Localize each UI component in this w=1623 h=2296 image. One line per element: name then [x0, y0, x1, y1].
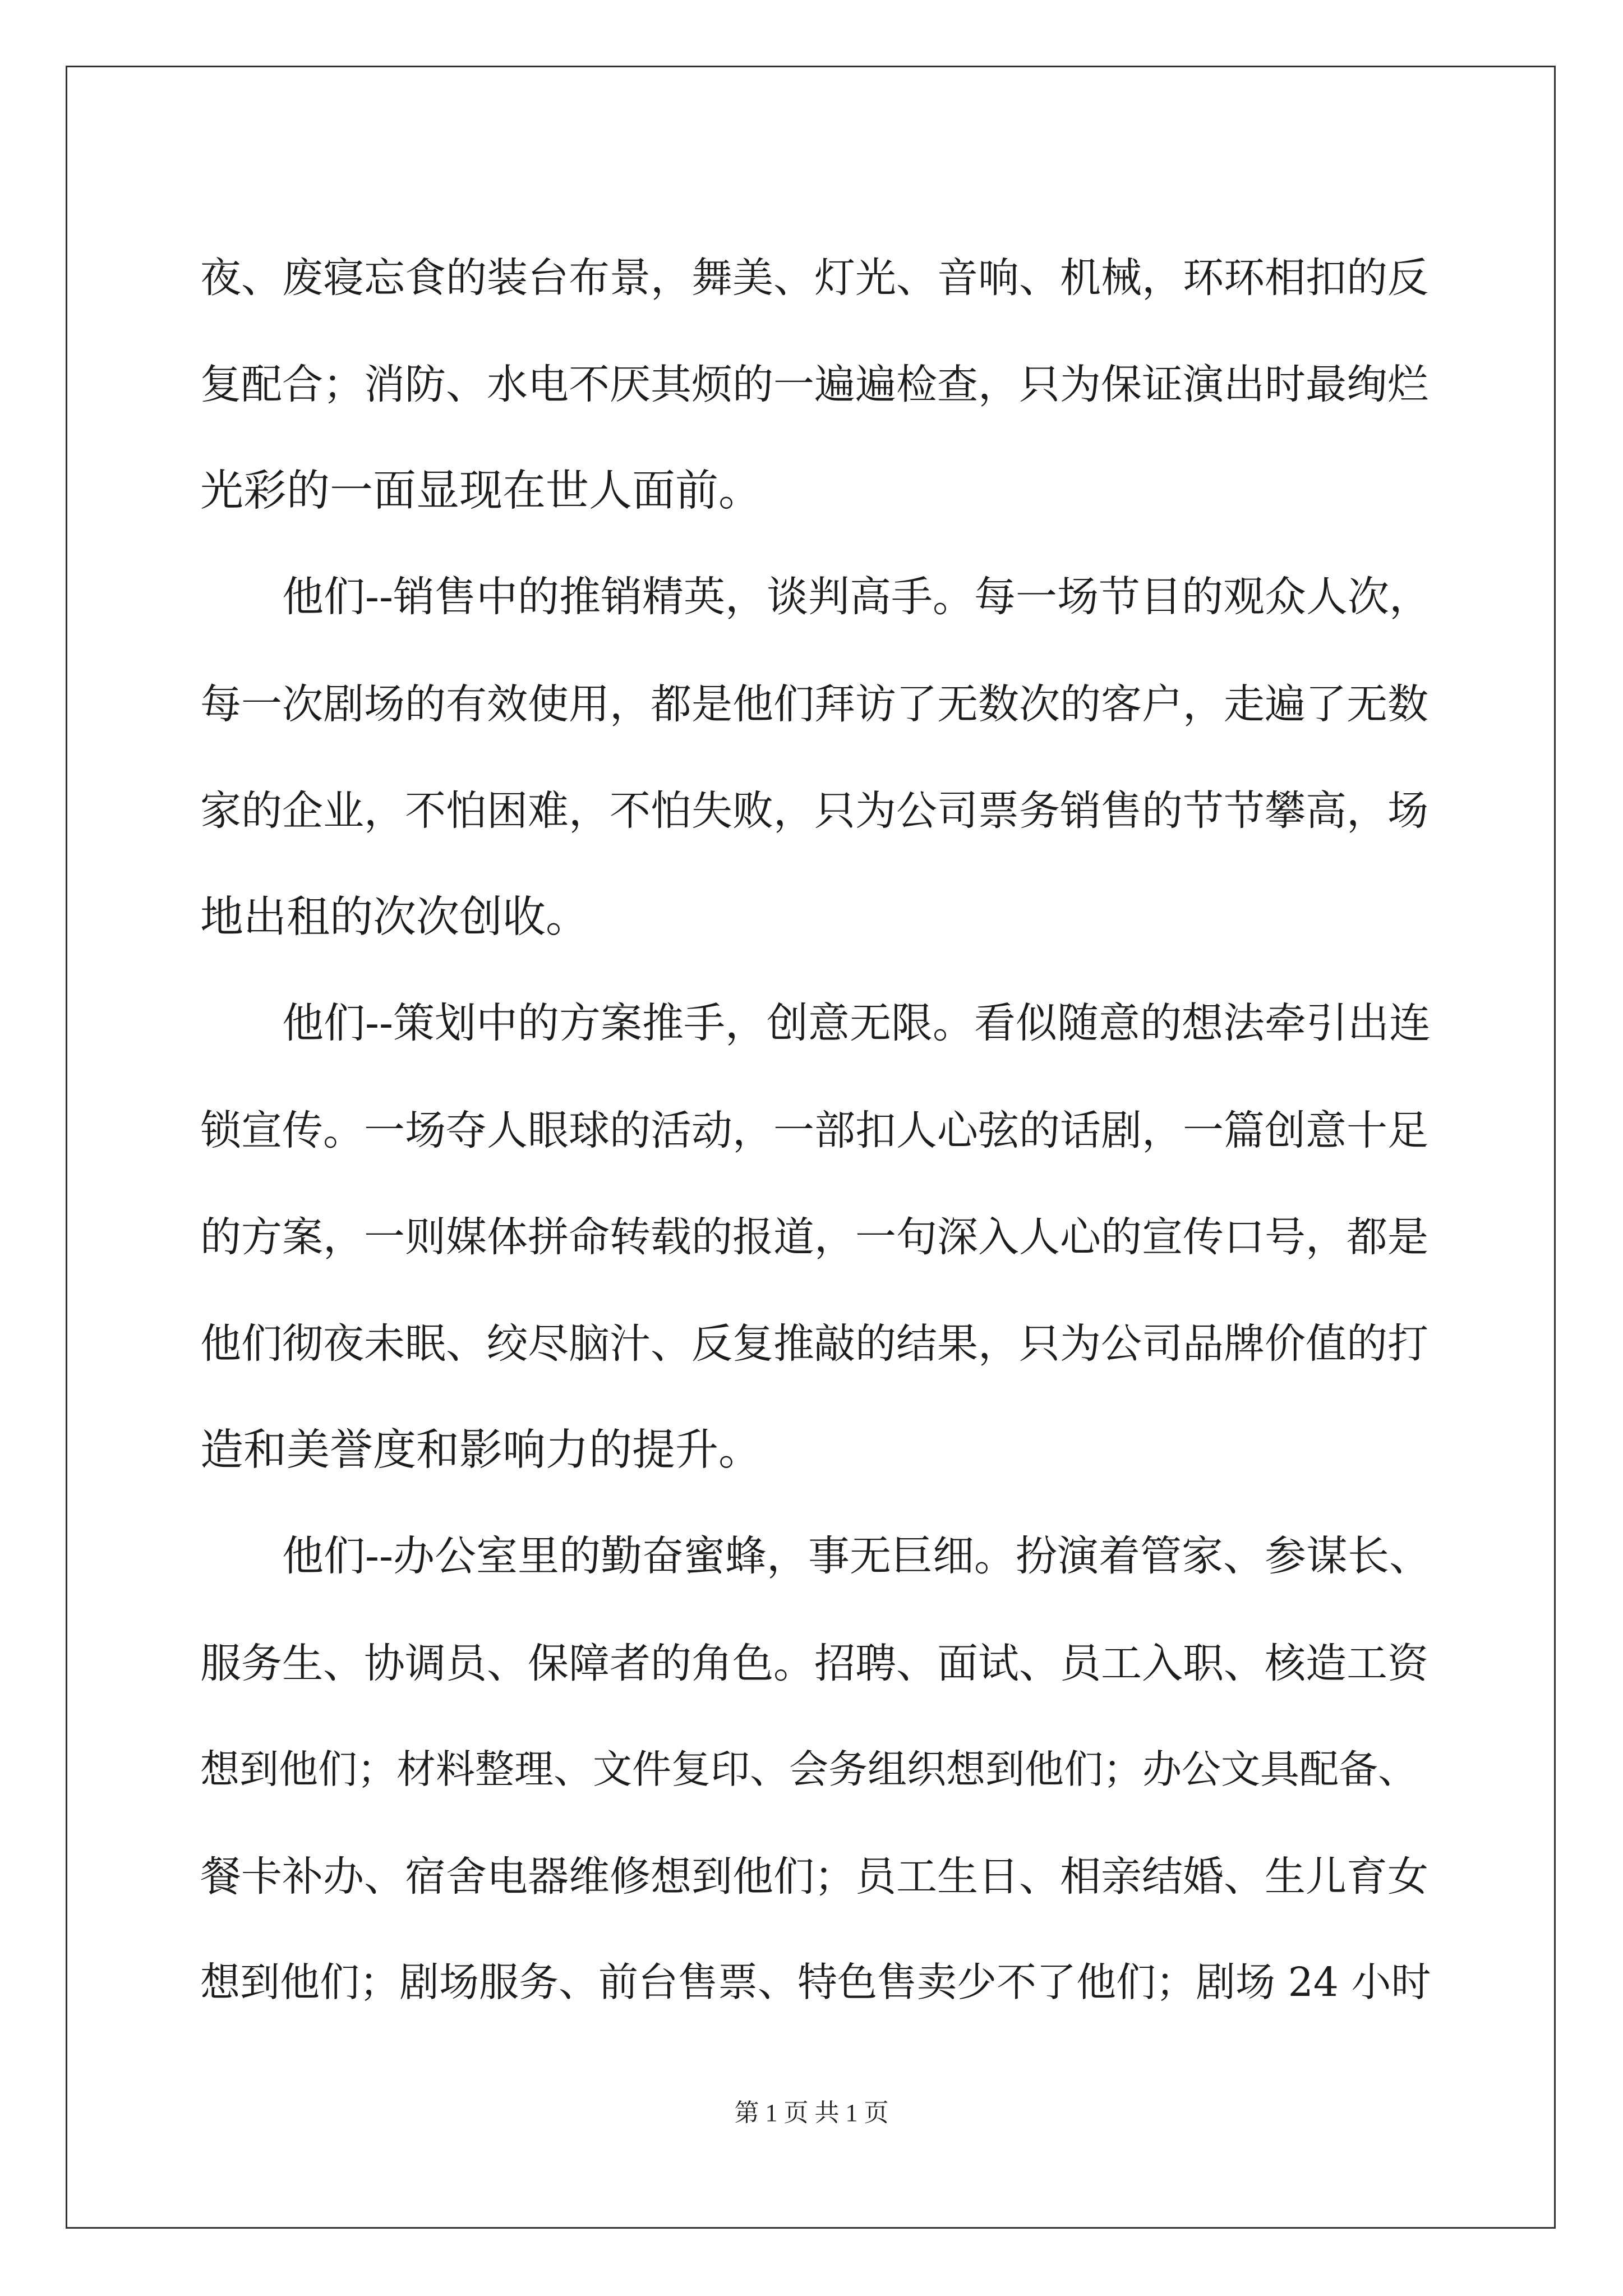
text-line: 想到他们；剧场服务、前台售票、特色售卖少不了他们；剧场 24 小时	[200, 1959, 1431, 2005]
page-footer	[0, 2092, 1623, 2128]
paragraph-first-line: 他们--策划中的方案推手，创意无限。看似随意的想法牵引出连	[282, 999, 1431, 1047]
paragraph-first-line: 他们--办公室里的勤奋蜜蜂，事无巨细。扮演着管家、参谋长、	[282, 1532, 1431, 1580]
text-line: 光彩的一面显现在世人面前。	[200, 466, 762, 516]
paragraph-first-line: 他们--销售中的推销精英，谈判高手。每一场节目的观众人次，	[282, 573, 1431, 621]
text-line: 复配合；消防、水电不厌其烦的一遍遍检查，只为保证演出时最绚烂	[200, 360, 1428, 408]
text-line: 家的企业，不怕困难，不怕失败，只为公司票务销售的节节攀高，场	[200, 786, 1428, 835]
text-line: 他们彻夜未眠、绞尽脑汁、反复推敲的结果，只为公司品牌价值的打	[200, 1319, 1428, 1368]
text-line: 夜、废寝忘食的装台布景，舞美、灯光、音响、机械，环环相扣的反	[200, 254, 1428, 302]
text-line: 锁宣传。一场夺人眼球的活动，一部扣人心弦的话剧，一篇创意十足	[200, 1106, 1428, 1154]
text-line: 地出租的次次创收。	[200, 892, 589, 942]
text-line: 造和美誉度和影响力的提升。	[200, 1425, 762, 1475]
text-line: 服务生、协调员、保障者的角色。招聘、面试、员工入职、核造工资	[200, 1639, 1428, 1687]
page-number: 第 1 页 共 1 页	[734, 2099, 889, 2127]
document-body	[200, 220, 1434, 2032]
text-line: 每一次剧场的有效使用，都是他们拜访了无数次的客户，走遍了无数	[200, 680, 1428, 728]
text-line: 的方案，一则媒体拼命转载的报道，一句深入人心的宣传口号，都是	[200, 1213, 1428, 1261]
text-line: 餐卡补办、宿舍电器维修想到他们；员工生日、相亲结婚、生儿育女	[200, 1852, 1428, 1901]
text-line: 想到他们；材料整理、文件复印、会务组织想到他们；办公文具配备、	[200, 1746, 1417, 1792]
